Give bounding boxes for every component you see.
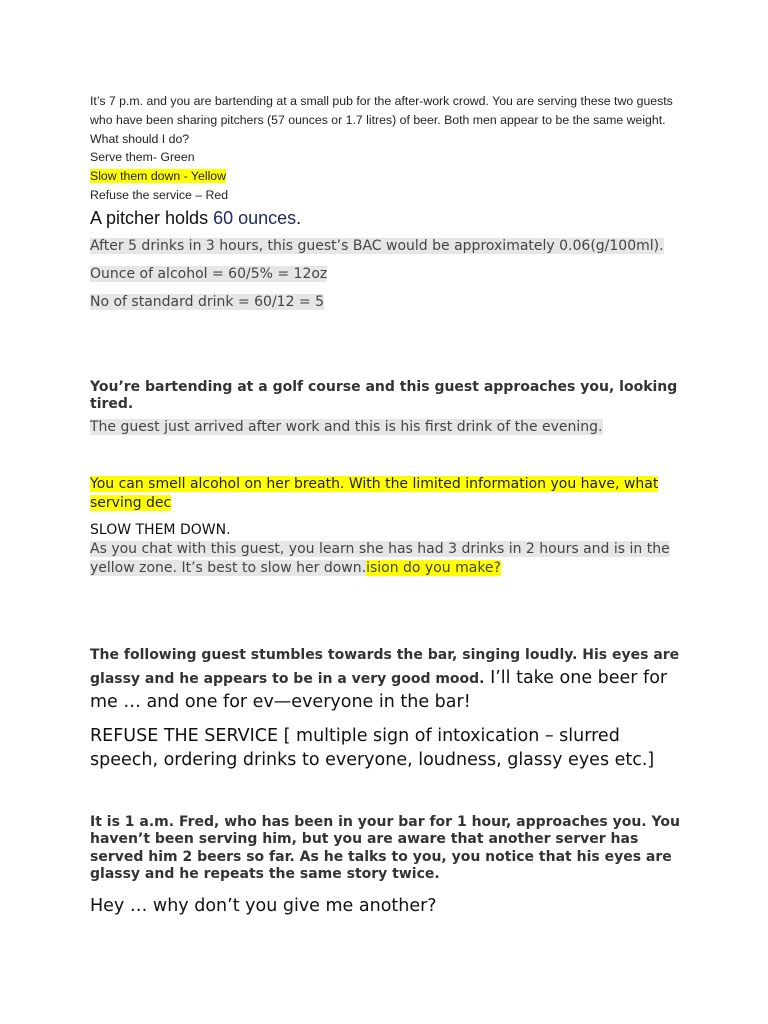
smell-alcohol-question: You can smell alcohol on her breath. With the limited information you have, what serving dec <box>90 475 659 511</box>
bac-note: After 5 drinks in 3 hours, this guest’s BAC would be approximately 0.06(g/100ml). <box>90 237 664 254</box>
yellow-zone-explanation: As you chat with this guest, you learn she has had 3 drinks in 2 hours and is in the yellow zone. It’s best to slow her down. <box>90 540 670 576</box>
stumbling-guest-quote: I’ll take one beer for me … and one for ev—everyone in the bar! <box>90 667 668 712</box>
refuse-service-answer: REFUSE THE SERVICE [ multiple sign of intoxication – slurred speech, ordering drinks to everyone, loudness, glassy eyes etc.] <box>90 725 655 770</box>
pitcher-value: 60 ounces <box>213 207 297 228</box>
stumbling-guest-paragraph <box>90 642 690 714</box>
question-tail: ision do you make? <box>366 559 501 576</box>
fred-quote: Hey … why don’t you give me another? <box>90 895 437 916</box>
golf-scenario-note: The guest just arrived after work and this is his first drink of the evening. <box>90 418 603 435</box>
stumbling-guest-heading: The following guest stumbles towards the bar, singing loudly. His eyes are glassy and he appears to be in a very good mood. <box>90 646 680 687</box>
option-red: Refuse the service – Red <box>90 187 229 202</box>
option-green: Serve them- Green <box>90 150 195 165</box>
ounce-alcohol-calc: Ounce of alcohol = 60/5% = 12oz <box>90 265 328 282</box>
scenario-intro: It’s 7 p.m. and you are bartending at a small pub for the after-work crowd. You are serving these two guests who have been sharing pitchers (57 ounces or 1.7 litres) of beer. Both men appear to be the same weight. What should I do? <box>90 94 673 146</box>
golf-scenario-heading: You’re bartending at a golf course and this guest approaches you, looking tired. <box>90 378 678 413</box>
fred-scenario-heading: It is 1 a.m. Fred, who has been in your bar for 1 hour, approaches you. You haven’t been serving him, but you are aware that another server has served him 2 beers so far. As he talks to you, you notice that his eyes are glassy and he repeats the same story twice. <box>90 813 680 883</box>
slow-down-answer: SLOW THEM DOWN. <box>90 521 231 538</box>
standard-drink-calc: No of standard drink = 60/12 = 5 <box>90 293 325 310</box>
option-yellow: Slow them down - Yellow <box>90 169 227 184</box>
document-page <box>90 92 690 918</box>
pitcher-line: A pitcher holds 60 ounces. <box>90 207 302 228</box>
